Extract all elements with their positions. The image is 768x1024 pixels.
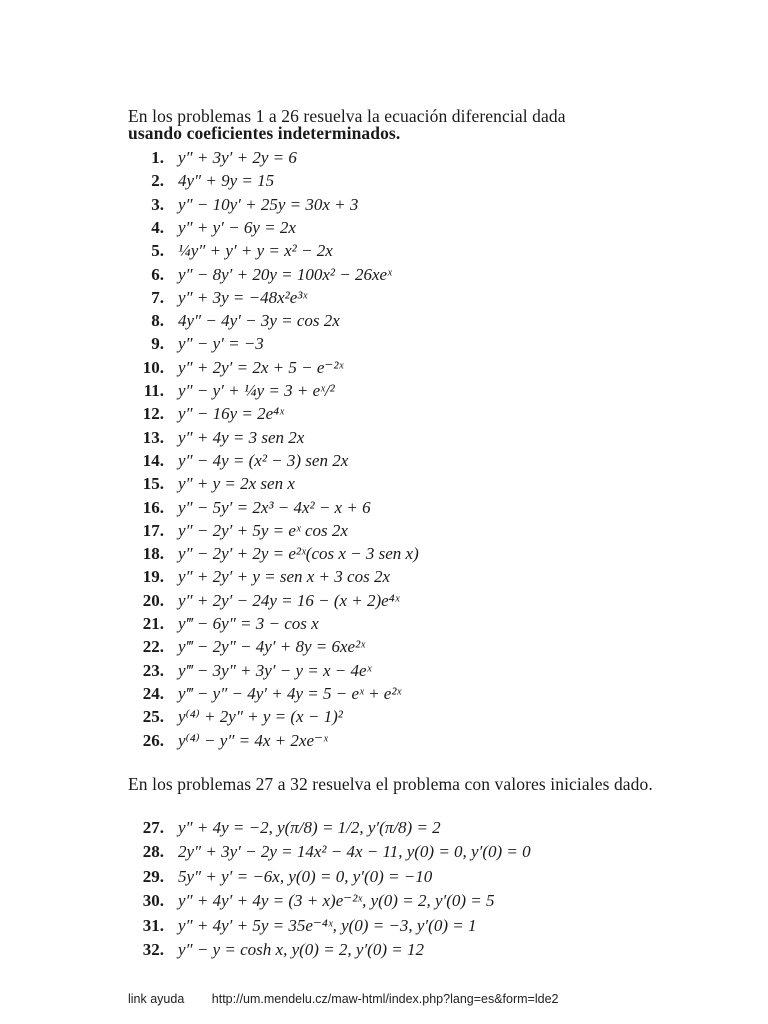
problem-item [128, 169, 274, 193]
problem-item [128, 519, 348, 543]
problem-number: 16. [142, 497, 164, 517]
problem-item [128, 816, 441, 840]
problem-equation: y″ + 4y′ + 4y = (3 + x)e⁻²ˣ, y(0) = 2, y′(0) = 5 [178, 891, 495, 911]
problem-number: 17. [142, 520, 164, 540]
problem-equation: y″ − 10y′ + 25y = 30x + 3 [178, 194, 359, 214]
problem-item [128, 356, 343, 380]
problem-number: 21. [142, 614, 164, 633]
problem-number: 24. [142, 683, 164, 703]
problem-item [128, 889, 495, 913]
problem-equation: y‴ − y″ − 4y′ + 4y = 5 − eˣ + e²ˣ [178, 683, 402, 703]
problem-item [128, 332, 264, 356]
problem-equation: y″ + 4y′ + 5y = 35e⁻⁴ˣ, y(0) = −3, y′(0) = 1 [178, 915, 477, 935]
problem-item [128, 682, 401, 706]
problem-item [128, 659, 371, 683]
problem-number: 27. [142, 818, 164, 837]
problem-equation: y″ + 3y = −48x²e³ˣ [178, 287, 308, 307]
problem-item [128, 402, 284, 426]
problem-number: 32. [142, 940, 164, 959]
problem-number: 31. [142, 915, 164, 935]
problem-equation: y″ − y′ = −3 [178, 334, 264, 354]
problem-number: 20. [142, 590, 164, 610]
problem-equation: y″ − 16y = 2e⁴ˣ [178, 404, 284, 424]
problem-equation: y″ + 2y′ + y = sen x + 3 cos 2x [178, 567, 390, 587]
problem-equation: y″ − 2y′ + 2y = e²ˣ(cos x − 3 sen x) [178, 544, 419, 564]
problem-number: 3. [151, 194, 164, 214]
problem-number: 15. [142, 474, 164, 494]
problem-number: 4. [151, 217, 164, 237]
problem-item [128, 542, 419, 566]
problem-number: 19. [142, 567, 164, 587]
problem-number: 28. [142, 842, 164, 862]
problem-equation: y″ − y′ + ¼y = 3 + eˣ/² [178, 381, 335, 400]
problem-equation: y″ − y = cosh x, y(0) = 2, y′(0) = 12 [178, 940, 424, 959]
problem-number: 25. [142, 707, 164, 727]
problem-equation: y⁽⁴⁾ − y″ = 4x + 2xe⁻ˣ [178, 730, 328, 750]
problem-equation: 4y″ − 4y′ − 3y = cos 2x [178, 311, 340, 331]
problem-number: 8. [151, 311, 164, 331]
problem-equation: y″ − 4y = (x² − 3) sen 2x [178, 450, 349, 470]
problem-item [128, 216, 296, 240]
problem-item [128, 729, 328, 753]
problem-number: 22. [142, 637, 164, 657]
problem-equation: y‴ − 6y″ = 3 − cos x [178, 614, 319, 633]
problem-item [128, 589, 399, 613]
problem-item [128, 379, 335, 403]
problem-number: 7. [151, 287, 164, 307]
problem-number: 18. [142, 544, 164, 564]
problem-equation: 5y″ + y′ = −6x, y(0) = 0, y′(0) = −10 [178, 866, 433, 886]
problem-item [128, 239, 333, 263]
problem-number: 14. [142, 450, 164, 470]
problem-equation: y″ + y′ − 6y = 2x [178, 217, 296, 237]
problem-item [128, 705, 343, 729]
problem-equation: y‴ − 2y″ − 4y′ + 8y = 6xe²ˣ [178, 637, 365, 657]
problem-number: 30. [142, 891, 164, 911]
problem-item [128, 612, 319, 636]
problem-equation: 4y″ + 9y = 15 [178, 171, 275, 191]
section-1-text: En los problemas 1 a 26 resuelva la ecuación diferencial dada [128, 106, 566, 126]
problem-item [128, 449, 348, 473]
section-2-instructions [128, 776, 658, 793]
problem-item [128, 146, 297, 170]
problem-item [128, 938, 424, 962]
problem-equation: ¼y″ + y′ + y = x² − 2x [178, 241, 333, 261]
problem-number: 2. [151, 171, 164, 191]
problem-number: 23. [142, 660, 164, 680]
footer-link[interactable]: http://um.mendelu.cz/maw-html/index.php?lang=es&form=lde2 [211, 992, 559, 1006]
problem-number: 29. [142, 866, 164, 886]
problem-number: 26. [142, 730, 164, 750]
section-2-text: En los problemas 27 a 32 resuelva el problema con valores iniciales dado. [128, 774, 653, 794]
section-1-instructions [128, 108, 658, 142]
problem-number: 6. [151, 264, 164, 284]
footer [128, 992, 559, 1006]
problem-number: 1. [151, 148, 164, 167]
problem-item [128, 565, 390, 589]
problem-item [128, 865, 432, 889]
problem-item [128, 309, 340, 333]
problem-equation: y″ − 8y′ + 20y = 100x² − 26xeˣ [178, 264, 392, 284]
footer-label: link ayuda [128, 992, 185, 1006]
problem-equation: y″ + 2y′ = 2x + 5 − e⁻²ˣ [178, 357, 344, 377]
problem-item [128, 286, 307, 310]
problem-equation: y″ + 4y = 3 sen 2x [178, 427, 305, 447]
problem-number: 12. [142, 404, 164, 424]
problem-item [128, 426, 304, 450]
problem-number: 10. [142, 357, 164, 377]
problem-equation: y″ + 4y = −2, y(π/8) = 1/2, y′(π/8) = 2 [178, 818, 441, 837]
problem-equation: 2y″ + 3y′ − 2y = 14x² − 4x − 11, y(0) = 0, y′(0) = 0 [178, 842, 531, 862]
problem-equation: y″ − 2y′ + 5y = eˣ cos 2x [178, 520, 348, 540]
problem-item [128, 840, 531, 864]
problem-item [128, 472, 295, 496]
problem-item [128, 263, 392, 287]
problem-equation: y″ + y = 2x sen x [178, 474, 295, 494]
problem-number: 5. [151, 241, 164, 261]
problem-item [128, 635, 365, 659]
problem-equation: y″ + 2y′ − 24y = 16 − (x + 2)e⁴ˣ [178, 590, 400, 610]
problem-equation: y‴ − 3y″ + 3y′ − y = x − 4eˣ [178, 660, 372, 680]
problem-item [128, 193, 358, 217]
problem-equation: y″ + 3y′ + 2y = 6 [178, 148, 297, 167]
problem-item [128, 914, 476, 938]
problem-equation: y⁽⁴⁾ + 2y″ + y = (x − 1)² [178, 707, 343, 727]
section-1-bold-text: usando coeficientes indeterminados. [128, 123, 401, 143]
problem-number: 13. [142, 427, 164, 447]
problem-item [128, 496, 371, 520]
problem-number: 9. [151, 334, 164, 354]
problem-number: 11. [143, 381, 164, 400]
problem-equation: y″ − 5y′ = 2x³ − 4x² − x + 6 [178, 497, 371, 517]
